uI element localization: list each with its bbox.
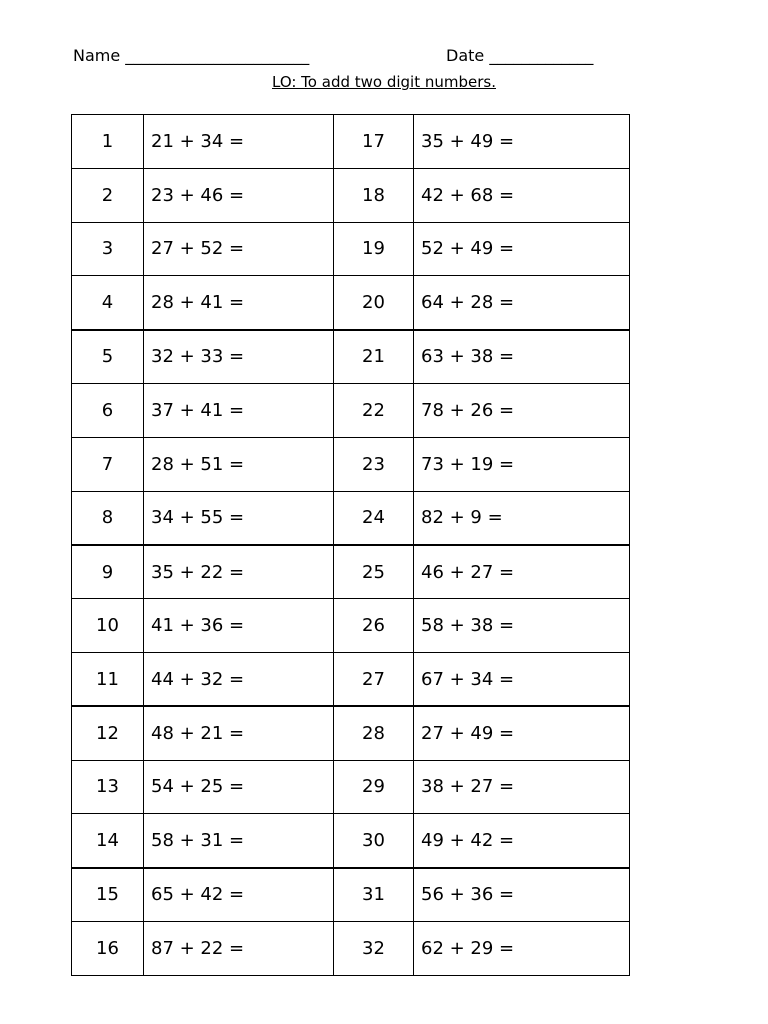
addition-worksheet-table bbox=[71, 114, 630, 976]
question-number: 8 bbox=[72, 491, 144, 545]
question-number: 2 bbox=[72, 168, 144, 222]
question-number: 1 bbox=[72, 115, 144, 169]
question-number: 12 bbox=[72, 706, 144, 760]
question-number: 3 bbox=[72, 222, 144, 276]
table-row bbox=[72, 545, 630, 599]
question-sum: 49 + 42 = bbox=[414, 814, 630, 868]
question-number: 9 bbox=[72, 545, 144, 599]
question-sum: 28 + 41 = bbox=[144, 276, 334, 330]
name-field-label: Name _______________________ bbox=[73, 46, 310, 65]
learning-objective: LO: To add two digit numbers. bbox=[272, 73, 496, 91]
question-sum: 32 + 33 = bbox=[144, 330, 334, 384]
question-sum: 67 + 34 = bbox=[414, 652, 630, 706]
question-number: 21 bbox=[334, 330, 414, 384]
table-row bbox=[72, 921, 630, 975]
table-row bbox=[72, 706, 630, 760]
question-number: 27 bbox=[334, 652, 414, 706]
question-number: 18 bbox=[334, 168, 414, 222]
question-number: 15 bbox=[72, 868, 144, 922]
table-row bbox=[72, 814, 630, 868]
question-sum: 54 + 25 = bbox=[144, 760, 334, 814]
question-sum: 82 + 9 = bbox=[414, 491, 630, 545]
question-number: 29 bbox=[334, 760, 414, 814]
question-sum: 44 + 32 = bbox=[144, 652, 334, 706]
question-sum: 42 + 68 = bbox=[414, 168, 630, 222]
question-sum: 38 + 27 = bbox=[414, 760, 630, 814]
question-sum: 28 + 51 = bbox=[144, 437, 334, 491]
question-number: 20 bbox=[334, 276, 414, 330]
question-number: 25 bbox=[334, 545, 414, 599]
question-sum: 41 + 36 = bbox=[144, 599, 334, 653]
question-sum: 63 + 38 = bbox=[414, 330, 630, 384]
question-sum: 62 + 29 = bbox=[414, 921, 630, 975]
question-sum: 21 + 34 = bbox=[144, 115, 334, 169]
table-row bbox=[72, 868, 630, 922]
question-number: 28 bbox=[334, 706, 414, 760]
question-sum: 35 + 49 = bbox=[414, 115, 630, 169]
question-sum: 65 + 42 = bbox=[144, 868, 334, 922]
question-sum: 52 + 49 = bbox=[414, 222, 630, 276]
question-sum: 48 + 21 = bbox=[144, 706, 334, 760]
question-sum: 58 + 31 = bbox=[144, 814, 334, 868]
question-sum: 35 + 22 = bbox=[144, 545, 334, 599]
question-sum: 37 + 41 = bbox=[144, 383, 334, 437]
table-row bbox=[72, 599, 630, 653]
table-row bbox=[72, 760, 630, 814]
question-sum: 56 + 36 = bbox=[414, 868, 630, 922]
question-number: 7 bbox=[72, 437, 144, 491]
question-number: 13 bbox=[72, 760, 144, 814]
question-sum: 58 + 38 = bbox=[414, 599, 630, 653]
question-sum: 78 + 26 = bbox=[414, 383, 630, 437]
date-field-label: Date _____________ bbox=[446, 46, 594, 65]
table-row bbox=[72, 652, 630, 706]
table-row bbox=[72, 437, 630, 491]
question-number: 31 bbox=[334, 868, 414, 922]
table-row bbox=[72, 491, 630, 545]
question-sum: 23 + 46 = bbox=[144, 168, 334, 222]
question-number: 24 bbox=[334, 491, 414, 545]
question-number: 14 bbox=[72, 814, 144, 868]
question-number: 19 bbox=[334, 222, 414, 276]
table-row bbox=[72, 115, 630, 169]
question-number: 6 bbox=[72, 383, 144, 437]
question-number: 30 bbox=[334, 814, 414, 868]
question-number: 11 bbox=[72, 652, 144, 706]
table-row bbox=[72, 276, 630, 330]
question-sum: 87 + 22 = bbox=[144, 921, 334, 975]
question-number: 10 bbox=[72, 599, 144, 653]
question-number: 5 bbox=[72, 330, 144, 384]
question-sum: 73 + 19 = bbox=[414, 437, 630, 491]
question-sum: 34 + 55 = bbox=[144, 491, 334, 545]
table-row bbox=[72, 330, 630, 384]
table-row bbox=[72, 222, 630, 276]
question-number: 26 bbox=[334, 599, 414, 653]
question-number: 4 bbox=[72, 276, 144, 330]
question-sum: 64 + 28 = bbox=[414, 276, 630, 330]
table-row bbox=[72, 383, 630, 437]
question-number: 16 bbox=[72, 921, 144, 975]
question-number: 23 bbox=[334, 437, 414, 491]
question-number: 22 bbox=[334, 383, 414, 437]
question-sum: 46 + 27 = bbox=[414, 545, 630, 599]
question-sum: 27 + 52 = bbox=[144, 222, 334, 276]
question-number: 32 bbox=[334, 921, 414, 975]
question-number: 17 bbox=[334, 115, 414, 169]
question-sum: 27 + 49 = bbox=[414, 706, 630, 760]
table-row bbox=[72, 168, 630, 222]
